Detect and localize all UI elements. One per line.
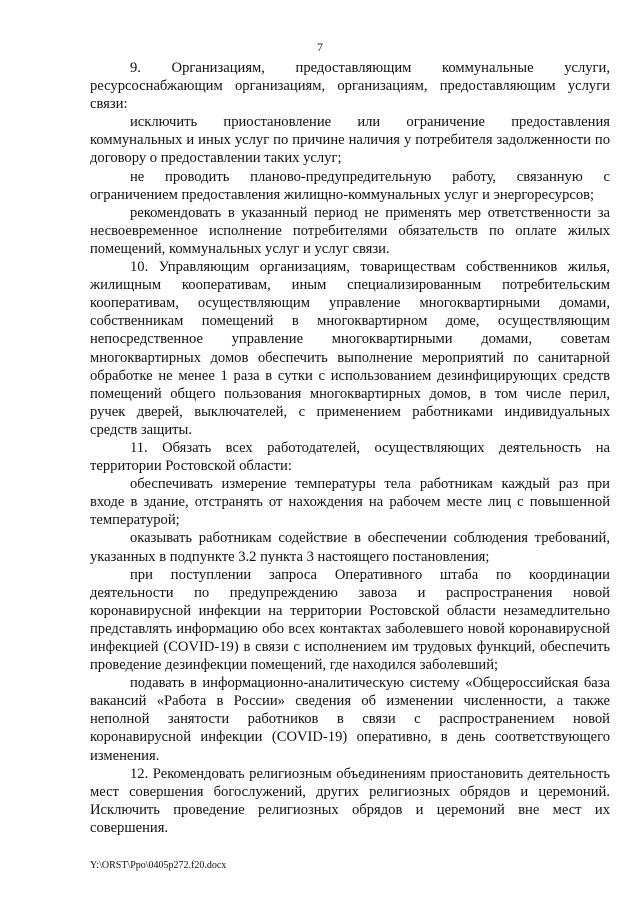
- page-number: 7: [317, 40, 323, 54]
- paragraph-item-12: 12. Рекомендовать религиозным объединениям приостановить деятельность мест совершения богослужений, других религиозных обрядов и церемоний. Исключить проведение религиозных обрядов и церемоний вне мест их совершения.: [90, 765, 610, 836]
- paragraph-subitem: не проводить планово-предупредительную работу, связанную с ограничением предоставления жилищно-коммунальных услуг и энергоресурсов;: [90, 168, 610, 203]
- document-body: [90, 59, 610, 837]
- paragraph-item-10: 10. Управляющим организациям, товариществам собственников жилья, жилищным кооперативам, иным специализированным потребительским кооперативам, осуществляющим управление многоквартирными домами, собственникам помещений в многоквартирном доме, осуществляющим непосредственное управление многоквартирными домами, советам многоквартирных домов обеспечить выполнение мероприятий по санитарной обработке не менее 1 раза в сутки с использованием дезинфицирующих средств помещений общего пользования многоквартирных домов, в том числе перил, ручек дверей, выключателей, с применением работниками индивидуальных средств защиты.: [90, 259, 610, 438]
- paragraph-subitem: при поступлении запроса Оперативного штаба по координации деятельности по предупреждению завоза и распространения новой коронавирусной инфекции на территории Ростовской области незамедлительно представлять информацию обо всех контактах заболевшего новой коронавирусной инфекцией (COVID-19) в связи с исполнением им трудовых функций, обеспечить проведение дезинфекции помещений, где находился заболевший;: [90, 566, 610, 674]
- paragraph-subitem: оказывать работникам содействие в обеспечении соблюдения требований, указанных в подпункте 3.2 пункта 3 настоящего постановления;: [90, 530, 610, 565]
- paragraph-item-9: 9. Организациям, предоставляющим коммунальные услуги, ресурсоснабжающим организациям, организациям, предоставляющим услуги связи:: [90, 60, 610, 113]
- paragraph-subitem: подавать в информационно-аналитическую систему «Общероссийская база вакансий «Работа в России» сведения об изменении численности, а также неполной занятости работников в связи с распространением новой коронавирусной инфекции (COVID-19) оперативно, в день соответствующего изменения.: [90, 675, 610, 764]
- paragraph-item-11: 11. Обязать всех работодателей, осуществляющих деятельность на территории Ростовской области:: [90, 439, 610, 475]
- paragraph-subitem: рекомендовать в указанный период не применять мер ответственности за несвоевременное исполнение потребителями обязательств по оплате жилых помещений, коммунальных услуг и услуг связи.: [90, 204, 610, 257]
- paragraph-subitem: исключить приостановление или ограничение предоставления коммунальных и иных услуг по причине наличия у потребителя задолженности по договору о предоставлении таких услуг;: [90, 114, 610, 167]
- file-path-footer: Y:\ORST\Ppo\0405p272.f20.docx: [90, 860, 227, 871]
- paragraph-subitem: обеспечивать измерение температуры тела работникам каждый раз при входе в здание, отстранять от нахождения на рабочем месте лиц с повышенной температурой;: [90, 476, 610, 529]
